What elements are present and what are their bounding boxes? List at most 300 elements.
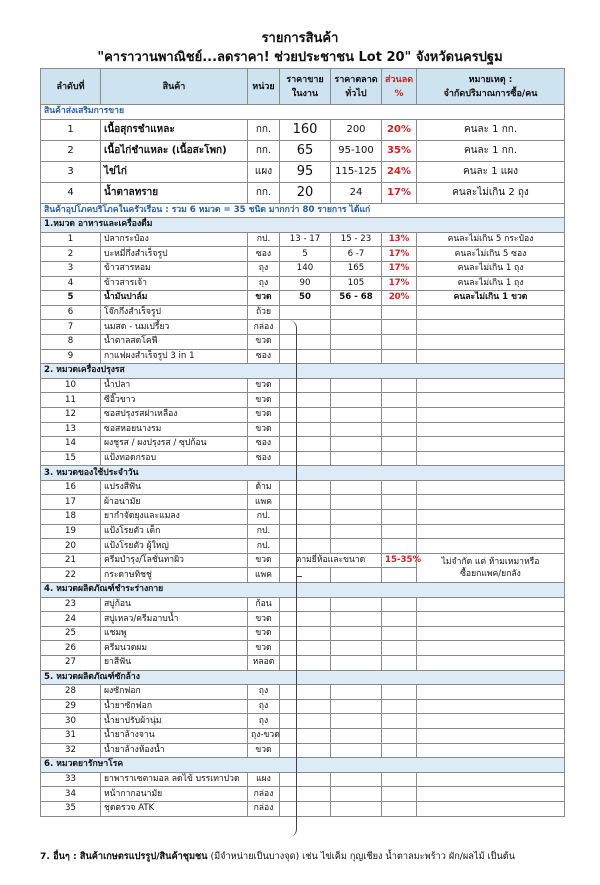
cell-market-price <box>331 495 382 510</box>
cell-unit: กก. <box>248 140 280 161</box>
cell-market-price: 200 <box>331 119 382 140</box>
cell-discount <box>382 641 417 656</box>
cell-market-price <box>331 626 382 641</box>
cell-discount <box>382 743 417 758</box>
category-body <box>41 583 565 598</box>
cell-market-price <box>331 641 382 656</box>
cell-product: น้ำยาปรับผ้านุ่ม <box>101 714 248 729</box>
cell-remark <box>417 612 565 627</box>
cell-product: หน้ากากอนามัย <box>101 787 248 802</box>
cell-market-price <box>331 393 382 408</box>
category-daily <box>41 466 565 481</box>
cell-no: 4 <box>41 276 101 291</box>
cell-unit: ขวด <box>248 422 280 437</box>
cell-discount <box>382 407 417 422</box>
cell-product: ชุดตรวจ ATK <box>101 801 248 816</box>
cell-discount <box>382 305 417 320</box>
cell-sale-price: 140 <box>280 261 331 276</box>
table-row <box>41 320 565 335</box>
table-row <box>41 407 565 422</box>
cell-market-price <box>331 407 382 422</box>
cell-unit: ถุง <box>248 685 280 700</box>
page-title: รายการสินค้า <box>261 31 339 46</box>
cell-unit: กล่อง <box>248 787 280 802</box>
cell-unit: ขวด <box>248 291 280 306</box>
category-food <box>41 218 565 233</box>
cell-no: 13 <box>41 422 101 437</box>
header-market-price: ราคาตลาด ทั่วไป <box>331 69 382 105</box>
cell-no: 6 <box>41 305 101 320</box>
cell-no: 32 <box>41 743 101 758</box>
cell-discount: 20% <box>382 291 417 306</box>
cell-no: 26 <box>41 641 101 656</box>
header-no: ลำดับที่ <box>41 69 101 105</box>
category-seasoning <box>41 364 565 379</box>
table-row <box>41 801 565 816</box>
page-subtitle: "คาราวานพาณิชย์...ลดราคา! ช่วยประชาชน Lot 20" จังหวัดนครปฐม <box>97 50 503 65</box>
cell-product: กาแฟผงสำเร็จรูป 3 in 1 <box>101 349 248 364</box>
cell-market-price <box>331 422 382 437</box>
cell-discount <box>382 626 417 641</box>
cell-market-price <box>331 801 382 816</box>
cell-discount <box>382 568 417 583</box>
cell-unit: ถุง <box>248 261 280 276</box>
cell-product: แป้งโรยตัว ผู้ใหญ่ <box>101 539 248 554</box>
cell-unit: ถุง <box>248 714 280 729</box>
cell-unit: กป. <box>248 539 280 554</box>
cell-no: 9 <box>41 349 101 364</box>
cell-discount <box>382 597 417 612</box>
table-row <box>41 261 565 276</box>
cell-unit: ถุง <box>248 699 280 714</box>
cell-market-price <box>331 612 382 627</box>
cell-product: นมสด - นมเปรี้ยว <box>101 320 248 335</box>
cell-product: สบู่เหลว/ครีมอาบน้ำ <box>101 612 248 627</box>
table-row <box>41 495 565 510</box>
cell-product: สบู่ก้อน <box>101 597 248 612</box>
cell-remark <box>417 320 565 335</box>
cell-unit: ขวด <box>248 641 280 656</box>
table-row <box>41 182 565 203</box>
cell-discount <box>382 801 417 816</box>
cell-unit: ขวด <box>248 553 280 568</box>
cell-market-price: 56 - 68 <box>331 291 382 306</box>
cell-sale-price: 65 <box>280 140 331 161</box>
cell-discount <box>382 437 417 452</box>
category-wash-label: 5. หมวดผลิตภัณฑ์ซักล้าง <box>41 670 565 685</box>
cell-discount <box>382 612 417 627</box>
cell-remark <box>417 685 565 700</box>
cell-remark <box>417 334 565 349</box>
cell-no: 27 <box>41 656 101 671</box>
table-row <box>41 480 565 495</box>
table-header <box>41 69 565 105</box>
cell-remark <box>417 787 565 802</box>
cell-product: น้ำยาล้างจาน <box>101 728 248 743</box>
cell-no: 28 <box>41 685 101 700</box>
cell-market-price <box>331 334 382 349</box>
cell-no: 22 <box>41 568 101 583</box>
cell-product: น้ำตาลทราย <box>101 182 248 203</box>
cell-no: 2 <box>41 140 101 161</box>
table-row <box>41 787 565 802</box>
cell-discount <box>382 656 417 671</box>
cell-discount: 17% <box>382 247 417 262</box>
cell-unit: แผง <box>248 772 280 787</box>
cell-discount <box>382 539 417 554</box>
cell-discount: 20% <box>382 119 417 140</box>
cell-discount: 35% <box>382 140 417 161</box>
cell-unit: ขวด <box>248 393 280 408</box>
table-row <box>41 305 565 320</box>
cell-remark: คนละไม่เกิน 1 ถุง <box>417 261 565 276</box>
cell-no: 19 <box>41 524 101 539</box>
table-row <box>41 510 565 525</box>
header-sale-price: ราคาขาย ในงาน <box>280 69 331 105</box>
cell-market-price <box>331 480 382 495</box>
cell-no: 16 <box>41 480 101 495</box>
cell-unit: แผง <box>248 161 280 182</box>
cell-no: 5 <box>41 291 101 306</box>
cell-remark: คนละ 1 แผง <box>417 161 565 182</box>
table-row <box>41 232 565 247</box>
cell-discount: 17% <box>382 276 417 291</box>
cell-product: ผงซักฟอก <box>101 685 248 700</box>
cell-discount <box>382 422 417 437</box>
table-row <box>41 612 565 627</box>
cell-remark <box>417 699 565 714</box>
table-row <box>41 539 565 554</box>
product-table <box>40 68 565 817</box>
category-medicine-label: 6. หมวดยารักษาโรค <box>41 758 565 773</box>
category-daily-label: 3. หมวดของใช้ประจำวัน <box>41 466 565 481</box>
cell-no: 11 <box>41 393 101 408</box>
section-consumer-label: สินค้าอุปโภคบริโภคในครัวเรือน : รวม 6 หมวด = 35 ชนิด มากกว่า 80 รายการ ได้แก่ <box>41 203 565 218</box>
cell-sale-price: 5 <box>280 247 331 262</box>
cell-market-price <box>331 743 382 758</box>
cell-discount <box>382 495 417 510</box>
cell-product: เนื้อสุกรชำแหละ <box>101 119 248 140</box>
cell-remark <box>417 539 565 554</box>
header-remark: หมายเหตุ : จำกัดปริมาณการซื้อ/คน <box>417 69 565 105</box>
cell-no: 30 <box>41 714 101 729</box>
cell-remark <box>417 510 565 525</box>
cell-unit: กล่อง <box>248 320 280 335</box>
cell-remark: คนละ 1 กก. <box>417 140 565 161</box>
table-row <box>41 685 565 700</box>
cell-discount <box>382 378 417 393</box>
cell-market-price <box>331 714 382 729</box>
category-body-label: 4. หมวดผลิตภัณฑ์ชำระร่างกาย <box>41 583 565 598</box>
cell-discount: 17% <box>382 182 417 203</box>
cell-no: 24 <box>41 612 101 627</box>
cell-remark: คนละไม่เกิน 5 ซอง <box>417 247 565 262</box>
footer-note: 7. อื่นๆ : สินค้าเกษตรแปรรูป/สินค้าชุมชน (มีจำหน่ายเป็นบางจุด) เช่น ไข่เค็ม กุญเชียง น้ำตาลมะพร้าว ผัก/ผลไม้ เป็นต้น <box>40 851 515 862</box>
cell-market-price <box>331 728 382 743</box>
cell-market-price <box>331 772 382 787</box>
group-brace-tip <box>296 576 302 577</box>
category-seasoning-label: 2. หมวดเครื่องปรุงรส <box>41 364 565 379</box>
cell-unit: ขวด <box>248 378 280 393</box>
daily-price-note: ตามยี่ห้อและขนาด <box>280 553 382 568</box>
table-row <box>41 597 565 612</box>
cell-no: 20 <box>41 539 101 554</box>
cell-unit: กก. <box>248 119 280 140</box>
cell-unit: กล่อง <box>248 801 280 816</box>
table-row <box>41 524 565 539</box>
cell-product: น้ำตาลสดโคฟี <box>101 334 248 349</box>
header-discount: ส่วนลด % <box>382 69 417 105</box>
cell-discount <box>382 728 417 743</box>
cell-no: 31 <box>41 728 101 743</box>
table-row <box>41 451 565 466</box>
cell-discount: 13% <box>382 232 417 247</box>
table-row <box>41 699 565 714</box>
cell-no: 1 <box>41 119 101 140</box>
cell-unit: แพค <box>248 568 280 583</box>
cell-market-price <box>331 568 382 583</box>
cell-product: ข้าวสารเจ้า <box>101 276 248 291</box>
cell-product: บะหมี่กึ่งสำเร็จรูป <box>101 247 248 262</box>
table-row <box>41 641 565 656</box>
cell-discount <box>382 393 417 408</box>
cell-unit: ถุง <box>248 276 280 291</box>
cell-product: น้ำมันปาล์ม <box>101 291 248 306</box>
section-consumer <box>41 203 565 218</box>
cell-remark <box>417 422 565 437</box>
cell-product: น้ำยาซักฟอก <box>101 699 248 714</box>
cell-market-price <box>331 437 382 452</box>
table-row <box>41 119 565 140</box>
cell-no: 23 <box>41 597 101 612</box>
cell-market-price <box>331 787 382 802</box>
cell-sale-price: 13 - 17 <box>280 232 331 247</box>
cell-unit: ขวด <box>248 407 280 422</box>
cell-no: 7 <box>41 320 101 335</box>
cell-discount <box>382 510 417 525</box>
cell-no: 18 <box>41 510 101 525</box>
cell-unit: ขวด <box>248 626 280 641</box>
cell-remark <box>417 305 565 320</box>
table-row <box>41 772 565 787</box>
cell-remark <box>417 524 565 539</box>
cell-remark <box>417 378 565 393</box>
cell-no: 25 <box>41 626 101 641</box>
cell-market-price <box>331 597 382 612</box>
cell-remark <box>417 349 565 364</box>
cell-discount <box>382 714 417 729</box>
cell-remark: คนละไม่เกิน 2 ถุง <box>417 182 565 203</box>
cell-remark <box>417 480 565 495</box>
cell-unit: ซอง <box>248 349 280 364</box>
cell-unit: หลอด <box>248 656 280 671</box>
table-row <box>41 743 565 758</box>
cell-discount: 17% <box>382 261 417 276</box>
cell-remark <box>417 437 565 452</box>
cell-product: เนื้อไก่ชำแหละ (เนื้อสะโพก) <box>101 140 248 161</box>
cell-remark: คนละ 1 กก. <box>417 119 565 140</box>
cell-unit: กป. <box>248 524 280 539</box>
cell-discount <box>382 524 417 539</box>
cell-discount <box>382 320 417 335</box>
cell-product: ยาพาราเซตามอล ลดไข้ บรรเทาปวด <box>101 772 248 787</box>
table-row <box>41 247 565 262</box>
cell-unit: ซอง <box>248 247 280 262</box>
cell-market-price <box>331 320 382 335</box>
cell-unit: ถ้วย <box>248 305 280 320</box>
cell-unit: ก้อน <box>248 597 280 612</box>
cell-unit: แพค <box>248 495 280 510</box>
cell-discount: 24% <box>382 161 417 182</box>
table-row <box>41 140 565 161</box>
table-row <box>41 276 565 291</box>
cell-product: ซอสปรุงรสฝาเหลือง <box>101 407 248 422</box>
cell-product: ครีมนวดผม <box>101 641 248 656</box>
cell-no: 1 <box>41 232 101 247</box>
table-row <box>41 378 565 393</box>
section-promo <box>41 105 565 120</box>
cell-discount <box>382 451 417 466</box>
table-row <box>41 349 565 364</box>
cell-remark: คนละไม่เกิน 5 กระป๋อง <box>417 232 565 247</box>
cell-product: ผงชูรส / ผงปรุงรส / ซุปก้อน <box>101 437 248 452</box>
cell-remark <box>417 772 565 787</box>
cell-discount <box>382 334 417 349</box>
cell-unit: ซอง <box>248 437 280 452</box>
cell-remark <box>417 801 565 816</box>
cell-product: ข้าวสารหอม <box>101 261 248 276</box>
cell-unit: กป. <box>248 232 280 247</box>
cell-market-price <box>331 699 382 714</box>
category-food-label: 1.หมวด อาหารและเครื่องดื่ม <box>41 218 565 233</box>
header-product: สินค้า <box>101 69 248 105</box>
cell-unit: ซอง <box>248 451 280 466</box>
cell-sale-price: 50 <box>280 291 331 306</box>
cell-market-price <box>331 539 382 554</box>
cell-market-price <box>331 305 382 320</box>
table-row <box>41 161 565 182</box>
cell-market-price: 115-125 <box>331 161 382 182</box>
cell-no: 34 <box>41 787 101 802</box>
cell-no: 3 <box>41 161 101 182</box>
table-row <box>41 334 565 349</box>
cell-sale-price <box>280 305 331 320</box>
table-row <box>41 291 565 306</box>
cell-discount <box>382 699 417 714</box>
cell-no: 15 <box>41 451 101 466</box>
cell-product: น้ำยาล้างห้องน้ำ <box>101 743 248 758</box>
cell-no: 33 <box>41 772 101 787</box>
cell-remark <box>417 407 565 422</box>
cell-no: 8 <box>41 334 101 349</box>
cell-remark <box>417 451 565 466</box>
cell-product: น้ำปลา <box>101 378 248 393</box>
cell-no: 2 <box>41 247 101 262</box>
cell-discount <box>382 772 417 787</box>
cell-market-price: 95-100 <box>331 140 382 161</box>
cell-no: 12 <box>41 407 101 422</box>
cell-remark: คนละไม่เกิน 1 ถุง <box>417 276 565 291</box>
table-row <box>41 626 565 641</box>
cell-market-price <box>331 378 382 393</box>
cell-market-price: 6 -7 <box>331 247 382 262</box>
cell-product: ซอสหอยนางรม <box>101 422 248 437</box>
cell-no: 14 <box>41 437 101 452</box>
cell-remark <box>417 714 565 729</box>
cell-unit: กป. <box>248 510 280 525</box>
daily-remark-note: ไม่จำกัด แต่ ห้ามเหมาหรือ ซื้อยกแพค/ยกลัง <box>417 553 565 582</box>
cell-product: ครีมบำรุง/โลชั่นทาผิว <box>101 553 248 568</box>
cell-unit: ขวด <box>248 743 280 758</box>
cell-product: ยากำจัดยุงและแมลง <box>101 510 248 525</box>
cell-discount <box>382 480 417 495</box>
cell-discount <box>382 349 417 364</box>
cell-market-price: 15 - 23 <box>331 232 382 247</box>
cell-no: 21 <box>41 553 101 568</box>
cell-unit: ด้าม <box>248 480 280 495</box>
cell-sale-price: 20 <box>280 182 331 203</box>
cell-product: ยาสีฟัน <box>101 656 248 671</box>
cell-product: ปลากระป๋อง <box>101 232 248 247</box>
cell-remark <box>417 656 565 671</box>
cell-unit: กก. <box>248 182 280 203</box>
table-row <box>41 728 565 743</box>
cell-sale-price: 160 <box>280 119 331 140</box>
cell-no: 3 <box>41 261 101 276</box>
table-row <box>41 656 565 671</box>
cell-sale-price: 95 <box>280 161 331 182</box>
cell-market-price <box>331 349 382 364</box>
cell-market-price <box>331 656 382 671</box>
cell-market-price <box>331 524 382 539</box>
cell-product: ผ้าอนามัย <box>101 495 248 510</box>
table-row <box>41 437 565 452</box>
cell-discount <box>382 787 417 802</box>
cell-no: 35 <box>41 801 101 816</box>
cell-unit: ถุง-ขวด <box>248 728 280 743</box>
cell-market-price <box>331 685 382 700</box>
cell-remark <box>417 495 565 510</box>
cell-no: 4 <box>41 182 101 203</box>
cell-unit: ขวด <box>248 334 280 349</box>
cell-remark <box>417 626 565 641</box>
cell-product: ซีอิ๊วขาว <box>101 393 248 408</box>
category-medicine <box>41 758 565 773</box>
cell-no: 29 <box>41 699 101 714</box>
section-promo-label: สินค้าส่งเสริมการขาย <box>41 105 565 120</box>
cell-market-price: 24 <box>331 182 382 203</box>
category-wash <box>41 670 565 685</box>
cell-product: กระดาษทิชชู่ <box>101 568 248 583</box>
cell-product: โจ๊กกึ่งสำเร็จรูป <box>101 305 248 320</box>
cell-remark <box>417 728 565 743</box>
table-row <box>41 714 565 729</box>
group-brace <box>284 320 297 837</box>
cell-market-price: 165 <box>331 261 382 276</box>
cell-product: ไข่ไก่ <box>101 161 248 182</box>
cell-no: 17 <box>41 495 101 510</box>
cell-remark <box>417 597 565 612</box>
cell-market-price: 105 <box>331 276 382 291</box>
cell-product: แปรงสีฟัน <box>101 480 248 495</box>
table-row <box>41 393 565 408</box>
daily-discount-note: 15-35% <box>382 553 417 568</box>
cell-discount <box>382 685 417 700</box>
cell-product: แป้งโรยตัว เด็ก <box>101 524 248 539</box>
cell-sale-price: 90 <box>280 276 331 291</box>
cell-remark <box>417 393 565 408</box>
cell-product: แชมพู <box>101 626 248 641</box>
